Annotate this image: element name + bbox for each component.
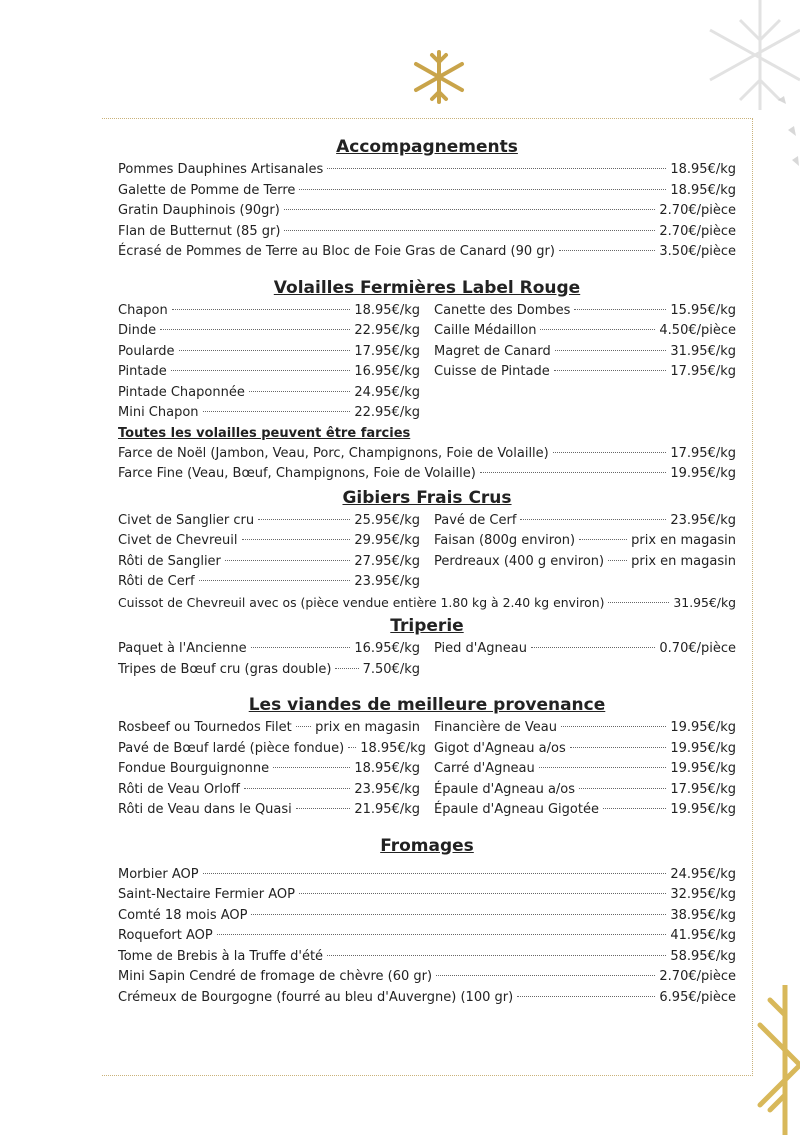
triperie-columns: [118, 639, 736, 680]
list-item: Civet de Sanglier cru 25.95€/kg: [118, 512, 420, 528]
list-item: Faisan (800g environ) prix en magasin: [434, 533, 736, 548]
fromages-list: [118, 865, 736, 1009]
list-item: Épaule d'Agneau a/os 17.95€/kg: [434, 781, 736, 797]
list-item: Écrasé de Pommes de Terre au Bloc de Foie Gras de Canard (90 gr) 3.50€/pièce: [118, 244, 736, 259]
section-title-fromages: Fromages: [380, 835, 474, 856]
list-item: Farce Fine (Veau, Bœuf, Champignons, Foie de Volaille) 19.95€/kg: [118, 466, 736, 481]
list-item: Cuissot de Chevreuil avec os (pièce vendue entière 1.80 kg à 2.40 kg environ) 31.95€/kg: [118, 594, 736, 610]
list-item: Poularde 17.95€/kg: [118, 343, 420, 359]
list-item: Comté 18 mois AOP 38.95€/kg: [118, 907, 736, 923]
list-item: Magret de Canard 31.95€/kg: [434, 343, 736, 359]
list-item: Farce de Noël (Jambon, Veau, Porc, Champignons, Foie de Volaille) 17.95€/kg: [118, 445, 736, 461]
list-item: Paquet à l'Ancienne 16.95€/kg: [118, 641, 420, 656]
list-item: Crémeux de Bourgogne (fourré au bleu d'Auvergne) (100 gr) 6.95€/pièce: [118, 989, 736, 1005]
section-title-volailles: Volailles Fermières Label Rouge: [273, 277, 581, 298]
list-item: Cuisse de Pintade 17.95€/kg: [434, 364, 736, 379]
gold-snowflake-icon: [404, 48, 474, 106]
farcies-subtitle: Toutes les volailles peuvent être farcies: [118, 425, 411, 441]
list-item: Roquefort AOP 41.95€/kg: [118, 928, 736, 943]
list-item: Gratin Dauphinois (90gr) 2.70€/pièce: [118, 203, 736, 218]
section-title-viandes: Les viandes de meilleure provenance: [248, 695, 606, 715]
volailles-columns: [118, 301, 736, 424]
section-title-triperie: Triperie: [390, 616, 464, 636]
gibiers-columns: [118, 511, 736, 593]
list-item: Financière de Veau 19.95€/kg: [434, 720, 736, 735]
list-item: Saint-Nectaire Fermier AOP 32.95€/kg: [118, 887, 736, 902]
list-item: Rôti de Sanglier 27.95€/kg: [118, 553, 420, 569]
list-item: Tripes de Bœuf cru (gras double) 7.50€/kg: [118, 661, 420, 677]
list-item: Pavé de Cerf 23.95€/kg: [434, 512, 736, 528]
list-item: Chapon 18.95€/kg: [118, 302, 420, 318]
price-list: [118, 134, 736, 1008]
gold-snowflake-corner-icon: [755, 985, 800, 1135]
list-item: Perdreaux (400 g environ) prix en magasin: [434, 553, 736, 569]
list-item: Morbier AOP 24.95€/kg: [118, 866, 736, 882]
section-title-gibiers: Gibiers Frais Crus: [342, 487, 512, 508]
accompagnements-list: [118, 160, 736, 263]
list-item: Caille Médaillon 4.50€/pièce: [434, 323, 736, 338]
list-item: Rôti de Cerf 23.95€/kg: [118, 574, 420, 589]
list-item: Rosbeef ou Tournedos Filet prix en magasin: [118, 720, 420, 735]
list-item: Rôti de Veau Orloff 23.95€/kg: [118, 781, 420, 797]
list-item: Dinde 22.95€/kg: [118, 323, 420, 338]
list-item: Civet de Chevreuil 29.95€/kg: [118, 533, 420, 548]
list-item: Canette des Dombes 15.95€/kg: [434, 302, 736, 318]
section-title-accompagnements: Accompagnements: [336, 137, 518, 157]
list-item: Rôti de Veau dans le Quasi 21.95€/kg: [118, 802, 420, 817]
list-item: Gigot d'Agneau a/os 19.95€/kg: [434, 740, 736, 756]
list-item: Flan de Butternut (85 gr) 2.70€/pièce: [118, 223, 736, 239]
list-item: Galette de Pomme de Terre 18.95€/kg: [118, 182, 736, 198]
list-item: Pintade 16.95€/kg: [118, 364, 420, 379]
list-item: Pavé de Bœuf lardé (pièce fondue) 18.95€/kg: [118, 740, 426, 756]
list-item: Épaule d'Agneau Gigotée 19.95€/kg: [434, 802, 736, 817]
list-item: Mini Chapon 22.95€/kg: [118, 405, 420, 420]
list-item: Fondue Bourguignonne 18.95€/kg: [118, 761, 420, 776]
list-item: Mini Sapin Cendré de fromage de chèvre (60 gr) 2.70€/pièce: [118, 969, 736, 984]
list-item: Pintade Chaponnée 24.95€/kg: [118, 384, 420, 400]
list-item: Pied d'Agneau 0.70€/pièce: [434, 641, 736, 656]
list-item: Pommes Dauphines Artisanales 18.95€/kg: [118, 162, 736, 177]
list-item: Carré d'Agneau 19.95€/kg: [434, 761, 736, 776]
list-item: Tome de Brebis à la Truffe d'été 58.95€/kg: [118, 948, 736, 964]
viandes-columns: [118, 718, 736, 821]
